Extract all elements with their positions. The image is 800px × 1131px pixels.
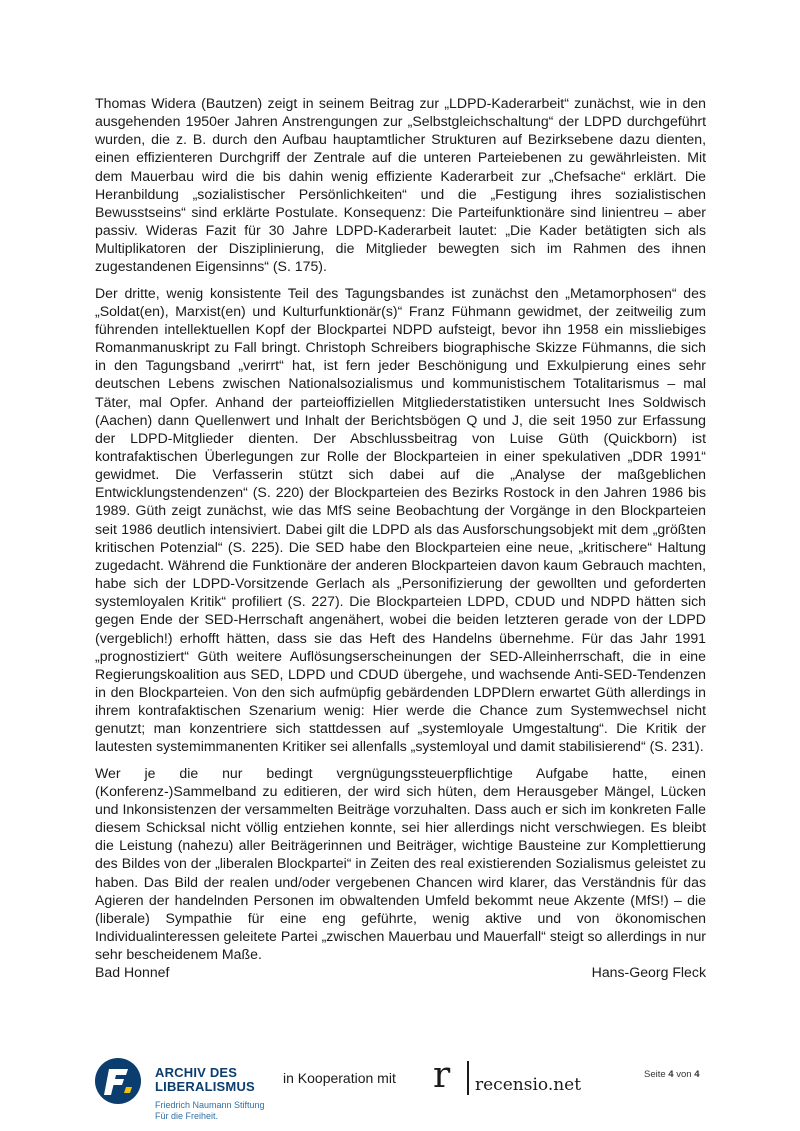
- review-body: [95, 94, 706, 971]
- cooperation-text: in Kooperation mit: [283, 1070, 396, 1086]
- archive-logo-text: [155, 1066, 265, 1122]
- page-number: [644, 1069, 700, 1080]
- archive-title-line1: ARCHIV DES: [155, 1065, 238, 1080]
- paragraph-conclusion: Wer je die nur bedingt vergnügungssteuerpflichtige Aufgabe hatte, einen (Konferenz-)Sammelband zu editieren, der wird sich hüten, dem Herausgeber Mängel, Lücken und Inkonsistenzen der versammelten Beiträge vorzuhalten. Dass auch er sich im konkreten Falle diesem Schicksal nicht völlig entziehen konnte, sei hier allerdings nicht verschwiegen. Es bleibt die Leistung (nahezu) aller Beiträgerinnen und Beiträger, wichtige Bausteine zur Komplettierung des Bildes von der „liberalen Blockpartei“ in Zeiten des real existierenden Sozialismus geleistet zu haben. Das Bild der realen und/oder vergebenen Chancen wird klarer, das Verständnis für das Agieren der handelnden Personen im obwaltenden Umfeld bekommt neue Akzente (MfS!) – die (liberale) Sympathie für eine eng geführte, wenig aktive und von ökonomischen Individualinteressen geleitete Partei „zwischen Mauerbau und Mauerfall“ steigt so allerdings in nur sehr bescheidenem Maße.: [95, 764, 706, 963]
- signature-line: [95, 964, 706, 980]
- archive-claim: Für die Freiheit.: [155, 1111, 219, 1121]
- page-total: 4: [694, 1069, 700, 1080]
- page-label: Seite: [644, 1069, 666, 1080]
- signature-place: Bad Honnef: [95, 964, 170, 980]
- paragraph-third-part: Der dritte, wenig konsistente Teil des Tagungsbandes ist zunächst den „Metamorphosen“ des „Soldat(en), Marxist(en) und Kulturfunktionär(s)“ Franz Fühmann gewidmet, der zeitweilig zum führenden intellektuellen Kopf der Blockpartei NDPD aufsteigt, bevor ihn 1958 ein missliebiges Romanmanuskript zu Fall bringt. Christoph Schreibers biographische Skizze Fühmanns, die sich in den Tagungsband „verirrt“ hat, ist fern jeder Beschönigung und Exkulpierung eines sehr deutschen Lebens zwischen Nationalsozialismus und kommunistischem Totalitarismus – mal Täter, mal Opfer. Anhand der parteioffiziellen Mitgliederstatistiken untersucht Ines Soldwisch (Aachen) dann Quellenwert und Inhalt der Berichtsbögen Q und J, die seit 1950 zur Erfassung der LDPD-Mitglieder dienten. Der Abschlussbeitrag von Luise Güth (Quickborn) ist kontrafaktischen Überlegungen zur Rolle der Blockparteien in einer spekulativen „DDR 1991“ gewidmet. Die Verfasserin stützt sich dabei auf die „Analyse der maßgeblichen Entwicklungstendenzen“ (S. 220) der Blockparteien des Bezirks Rostock in den Jahren 1986 bis 1989. Güth zeigt zunächst, wie das MfS seine Beobachtung der Vorgänge in den Blockparteien seit 1986 deutlich intensiviert. Dabei gilt die LDPD als das Ausforschungsobjekt mit dem „größten kritischen Potenzial“ (S. 225). Die SED habe den Blockparteien eine neue, „kritischere“ Haltung zugedacht. Während die Funktionäre der anderen Blockparteien davon kaum Gebrauch machten, habe sich der LDPD-Vorsitzende Gerlach als „Personifizierung der gewollten und geforderten systemloyalen Kritik“ profiliert (S. 227). Die Blockparteien LDPD, CDUD und NDPD hätten sich gegen Ende der SED-Herrschaft angenähert, wobei die beiden letzteren gerade von der LDPD (vergeblich!) erhofft hätten, dass sie das Heft des Handelns übernehme. Für das Jahr 1991 „prognostiziert“ Güth weitere Auflösungserscheinungen der SED-Alleinherrschaft, die in eine Regierungskoalition aus SED, LDPD und CDUD übergehe, und wachsende Anti-SED-Tendenzen in den Blockparteien. Von den sich aufmüpfig gebärdenden LDPDlern erwartet Güth allerdings in ihrem kontrafaktischen Szenarium wenig: Hier werde die Chance zum Systemwechsel nicht genutzt; man konzentriere sich stattdessen auf „systemloyale Umgestaltung“. Die Kritik der lautesten systemimmanenten Kritiker sei allenfalls „systemloyal und damit stabilisierend“ (S. 231).: [95, 284, 706, 755]
- paragraph-widera: Thomas Widera (Bautzen) zeigt in seinem Beitrag zur „LDPD-Kaderarbeit“ zunächst, wie in den ausgehenden 1950er Jahren Anstrengungen zur „Selbstgleichschaltung“ der LDPD durchgeführt wurden, die z. B. durch den Aufbau hauptamtlicher Strukturen auf Bezirksebene dazu dienten, einen effizienteren Durchgriff der Zentrale auf die unteren Parteiebenen zu gewährleisten. Mit dem Mauerbau wird die bis dahin wenig effiziente Kaderarbeit zur „Chefsache“ erklärt. Die Heranbildung „sozialistischer Persönlichkeiten“ und die „Festigung ihres sozialistischen Bewusstseins“ sind erklärte Postulate. Konsequenz: Die Parteifunktionäre sind linientreu – aber passiv. Wideras Fazit für 30 Jahre LDPD-Kaderarbeit lautet: „Die Kader betätigten sich als Multiplikatoren der Disziplinierung, die Mitglieder bewegten sich im Rahmen des ihnen zugestandenen Eigensinns“ (S. 175).: [95, 95, 706, 275]
- recensio-r-glyph: r: [433, 1055, 451, 1096]
- recensio-name: recensio.net: [475, 1075, 582, 1095]
- page-footer: [0, 1050, 800, 1131]
- fnst-f-logo-icon: [94, 1057, 142, 1105]
- page-current: 4: [668, 1069, 674, 1080]
- recensio-bar-icon: [467, 1061, 469, 1095]
- page-of: von: [676, 1069, 692, 1080]
- archive-subtitle: Friedrich Naumann Stiftung: [155, 1100, 265, 1110]
- signature-author: Hans-Georg Fleck: [591, 964, 706, 980]
- archive-title-line2: LIBERALISMUS: [155, 1079, 255, 1094]
